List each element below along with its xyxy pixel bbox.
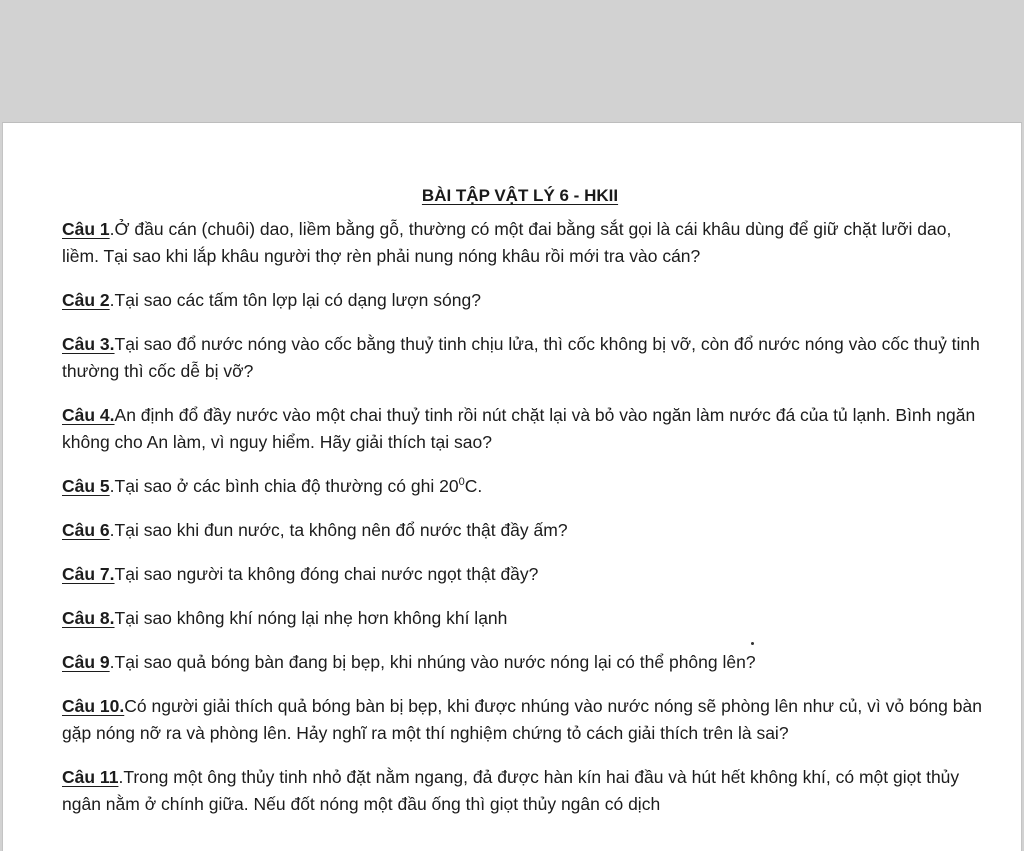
question-item xyxy=(62,649,982,676)
question-item xyxy=(62,287,982,314)
document-page xyxy=(2,122,1022,851)
question-item xyxy=(62,473,982,500)
question-label: Câu 5 xyxy=(62,476,110,496)
question-item xyxy=(62,216,982,270)
question-label: Câu 6 xyxy=(62,520,110,540)
question-label: Câu 1 xyxy=(62,219,110,239)
question-item xyxy=(62,331,982,385)
question-text: Tại sao không khí nóng lại nhẹ hơn không khí lạnh xyxy=(114,608,508,628)
question-label: Câu 3. xyxy=(62,334,115,354)
question-item xyxy=(62,764,982,818)
question-text: Tại sao ở các bình chia độ thường có ghi 20 xyxy=(114,476,459,496)
question-item xyxy=(62,693,982,747)
question-label: Câu 7. xyxy=(62,564,115,584)
question-label: Câu 11 xyxy=(62,767,119,787)
degree-superscript: 0 xyxy=(458,476,465,489)
question-item xyxy=(62,402,982,456)
question-label-separator: . xyxy=(109,219,115,239)
question-label: Câu 10. xyxy=(62,696,125,716)
question-text: Tại sao người ta không đóng chai nước ngọt thật đầy? xyxy=(114,564,539,584)
question-text: Tại sao khi đun nước, ta không nên đổ nước thật đầy ấm? xyxy=(114,520,568,540)
question-label-separator: . xyxy=(109,476,115,496)
question-item xyxy=(62,517,982,544)
question-label-separator: . xyxy=(118,767,124,787)
question-text: An định đổ đầy nước vào một chai thuỷ tinh rồi nút chặt lại và bỏ vào ngăn làm nước đá của tủ lạnh. Bình ngăn không cho An làm, vì nguy hiểm. Hãy giải thích tại sao? xyxy=(62,405,976,452)
question-text: Trong một ông thủy tinh nhỏ đặt nằm ngang, đả được hàn kín hai đầu và hút hết không khí, có một giọt thủy ngân nằm ở chính giữa. Nếu đốt nóng một đầu ống thì giọt thủy ngân có dịch xyxy=(62,767,960,814)
question-text: Có người giải thích quả bóng bàn bị bẹp, khi được nhúng vào nước nóng sẽ phòng lên như củ, vì vỏ bóng bàn gặp nóng nỡ ra và phòng lên. Hảy nghĩ ra một thí nghiệm chứng tỏ cách giải thích trên là sai? xyxy=(62,696,982,743)
question-label: Câu 2 xyxy=(62,290,110,310)
question-label-separator: . xyxy=(109,290,115,310)
question-text: Ở đầu cán (chuôi) dao, liềm bằng gỗ, thường có một đai bằng sắt gọi là cái khâu dùng để giữ chặt lưỡi dao, liềm. Tại sao khi lắp khâu người thợ rèn phải nung nóng khâu rồi mới tra vào cán? xyxy=(62,219,952,266)
question-label-separator: . xyxy=(109,652,115,672)
question-label: Câu 8. xyxy=(62,608,115,628)
question-label: Câu 9 xyxy=(62,652,110,672)
question-item xyxy=(62,605,982,632)
page-title: BÀI TẬP VẬT LÝ 6 - HKII xyxy=(421,186,619,205)
question-text: Tại sao quả bóng bàn đang bị bẹp, khi nhúng vào nước nóng lại có thể phông lên? xyxy=(114,652,756,672)
question-label-separator: . xyxy=(109,520,115,540)
question-text: Tại sao các tấm tôn lợp lại có dạng lượn sóng? xyxy=(114,290,481,310)
question-list xyxy=(62,216,982,835)
question-text-suffix: C. xyxy=(464,476,483,496)
question-label: Câu 4. xyxy=(62,405,115,425)
question-text: Tại sao đổ nước nóng vào cốc bằng thuỷ tinh chịu lửa, thì cốc không bị vỡ, còn đổ nước nóng vào cốc thuỷ tinh thường thì cốc dễ bị vỡ? xyxy=(62,334,980,381)
question-item xyxy=(62,561,982,588)
